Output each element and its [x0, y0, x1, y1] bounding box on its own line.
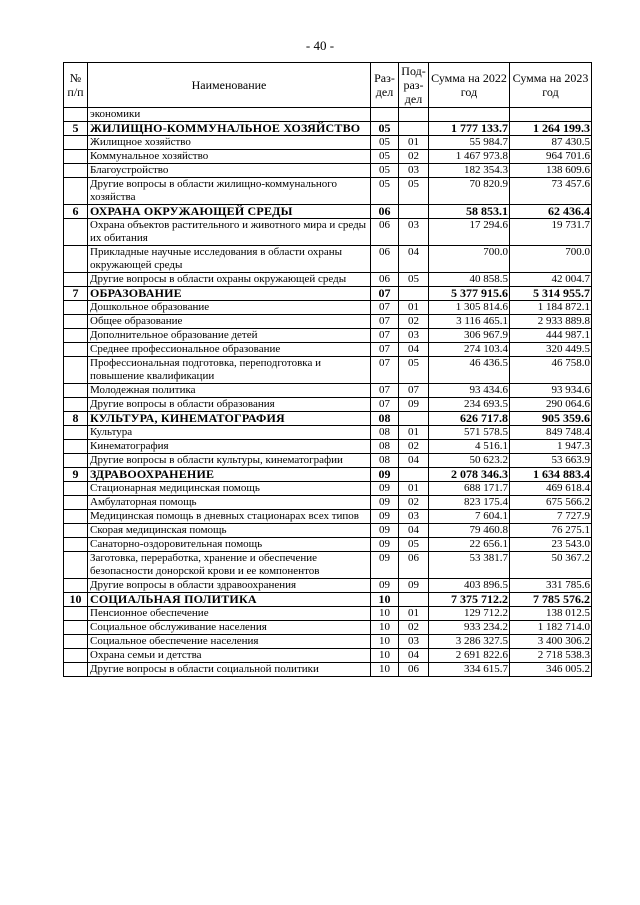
row-sum-2023: 290 064.6 — [510, 398, 592, 412]
row-sum-2023: 138 609.6 — [510, 164, 592, 178]
row-razdel: 08 — [371, 440, 399, 454]
row-razdel: 08 — [371, 426, 399, 440]
row-podrazdel: 03 — [399, 219, 429, 246]
table-row — [64, 150, 592, 164]
row-sum-2023: 138 012.5 — [510, 607, 592, 621]
row-number: 6 — [64, 205, 88, 219]
row-razdel: 10 — [371, 649, 399, 663]
row-podrazdel — [399, 468, 429, 482]
row-name: Другие вопросы в области социальной политики — [88, 663, 371, 677]
row-podrazdel — [399, 108, 429, 122]
row-number — [64, 510, 88, 524]
section-row — [64, 122, 592, 136]
row-name: Другие вопросы в области охраны окружающей среды — [88, 273, 371, 287]
row-number — [64, 579, 88, 593]
row-number — [64, 164, 88, 178]
row-number — [64, 246, 88, 273]
table-row — [64, 496, 592, 510]
row-razdel: 06 — [371, 205, 399, 219]
table-row — [64, 301, 592, 315]
page-number: - 40 - — [305, 38, 335, 53]
row-podrazdel: 02 — [399, 440, 429, 454]
row-podrazdel: 03 — [399, 164, 429, 178]
row-number — [64, 454, 88, 468]
row-number: 5 — [64, 122, 88, 136]
row-razdel: 10 — [371, 607, 399, 621]
row-razdel: 09 — [371, 538, 399, 552]
row-name: Молодежная политика — [88, 384, 371, 398]
row-sum-2022: 334 615.7 — [429, 663, 510, 677]
row-sum-2023 — [510, 108, 592, 122]
row-razdel: 09 — [371, 579, 399, 593]
row-sum-2023: 964 701.6 — [510, 150, 592, 164]
row-name: ЖИЛИЩНО-КОММУНАЛЬНОЕ ХОЗЯЙСТВО — [88, 122, 371, 136]
row-number — [64, 329, 88, 343]
table-row — [64, 649, 592, 663]
row-sum-2022: 933 234.2 — [429, 621, 510, 635]
row-sum-2023: 2 718 538.3 — [510, 649, 592, 663]
row-sum-2023: 46 758.0 — [510, 357, 592, 384]
row-razdel: 10 — [371, 621, 399, 635]
row-sum-2022: 5 377 915.6 — [429, 287, 510, 301]
row-podrazdel: 03 — [399, 635, 429, 649]
row-sum-2022: 571 578.5 — [429, 426, 510, 440]
row-sum-2023: 469 618.4 — [510, 482, 592, 496]
row-sum-2023: 1 184 872.1 — [510, 301, 592, 315]
row-podrazdel: 06 — [399, 552, 429, 579]
row-sum-2023: 93 934.6 — [510, 384, 592, 398]
row-sum-2023: 700.0 — [510, 246, 592, 273]
row-number — [64, 219, 88, 246]
row-razdel: 06 — [371, 246, 399, 273]
row-razdel: 07 — [371, 343, 399, 357]
row-name: Прикладные научные исследования в области охраны окружающей среды — [88, 246, 371, 273]
row-razdel: 09 — [371, 552, 399, 579]
row-name: Заготовка, переработка, хранение и обеспечение безопасности донорской крови и ее компонентов — [88, 552, 371, 579]
row-podrazdel: 01 — [399, 607, 429, 621]
row-razdel: 08 — [371, 454, 399, 468]
row-podrazdel: 06 — [399, 663, 429, 677]
row-razdel: 08 — [371, 412, 399, 426]
row-sum-2022: 1 777 133.7 — [429, 122, 510, 136]
row-razdel: 05 — [371, 164, 399, 178]
row-name: Общее образование — [88, 315, 371, 329]
row-sum-2022: 7 375 712.2 — [429, 593, 510, 607]
row-razdel: 07 — [371, 329, 399, 343]
table-row — [64, 246, 592, 273]
row-name: Пенсионное обеспечение — [88, 607, 371, 621]
table-row — [64, 164, 592, 178]
row-number — [64, 108, 88, 122]
row-razdel: 09 — [371, 496, 399, 510]
row-sum-2022: 22 656.1 — [429, 538, 510, 552]
row-sum-2023: 62 436.4 — [510, 205, 592, 219]
table-row — [64, 552, 592, 579]
section-row — [64, 287, 592, 301]
row-podrazdel: 03 — [399, 510, 429, 524]
row-podrazdel: 04 — [399, 649, 429, 663]
row-sum-2022: 688 171.7 — [429, 482, 510, 496]
row-razdel: 06 — [371, 219, 399, 246]
table-row — [64, 524, 592, 538]
row-sum-2022: 17 294.6 — [429, 219, 510, 246]
table-row — [64, 621, 592, 635]
row-razdel: 09 — [371, 468, 399, 482]
row-number: 7 — [64, 287, 88, 301]
row-sum-2023: 73 457.6 — [510, 178, 592, 205]
row-name: ОБРАЗОВАНИЕ — [88, 287, 371, 301]
row-podrazdel — [399, 593, 429, 607]
row-podrazdel: 02 — [399, 315, 429, 329]
row-number — [64, 357, 88, 384]
table-row — [64, 635, 592, 649]
row-sum-2023: 7 785 576.2 — [510, 593, 592, 607]
row-sum-2023: 2 933 889.8 — [510, 315, 592, 329]
row-sum-2022: 3 286 327.5 — [429, 635, 510, 649]
row-name: Среднее профессиональное образование — [88, 343, 371, 357]
row-number — [64, 315, 88, 329]
row-sum-2022: 274 103.4 — [429, 343, 510, 357]
row-sum-2022: 70 820.9 — [429, 178, 510, 205]
row-podrazdel: 01 — [399, 136, 429, 150]
table-row — [64, 510, 592, 524]
row-sum-2023: 19 731.7 — [510, 219, 592, 246]
table-row — [64, 607, 592, 621]
row-sum-2023: 76 275.1 — [510, 524, 592, 538]
table-row — [64, 329, 592, 343]
row-number — [64, 384, 88, 398]
row-number — [64, 343, 88, 357]
row-name: Охрана объектов растительного и животного мира и среды их обитания — [88, 219, 371, 246]
row-sum-2022 — [429, 108, 510, 122]
row-podrazdel: 05 — [399, 273, 429, 287]
row-sum-2022: 403 896.5 — [429, 579, 510, 593]
row-sum-2022: 129 712.2 — [429, 607, 510, 621]
row-sum-2023: 675 566.2 — [510, 496, 592, 510]
row-name: Социальное обеспечение населения — [88, 635, 371, 649]
row-razdel: 10 — [371, 663, 399, 677]
row-sum-2023: 346 005.2 — [510, 663, 592, 677]
row-razdel: 06 — [371, 273, 399, 287]
row-razdel: 07 — [371, 384, 399, 398]
row-sum-2022: 79 460.8 — [429, 524, 510, 538]
row-sum-2022: 53 381.7 — [429, 552, 510, 579]
table-row — [64, 108, 592, 122]
row-podrazdel: 04 — [399, 246, 429, 273]
row-sum-2023: 42 004.7 — [510, 273, 592, 287]
header-razdel: Раз-дел — [371, 63, 399, 108]
row-razdel: 10 — [371, 635, 399, 649]
row-name: Амбулаторная помощь — [88, 496, 371, 510]
header-sum-2022: Сумма на 2022 год — [429, 63, 510, 108]
row-sum-2022: 55 984.7 — [429, 136, 510, 150]
row-podrazdel — [399, 287, 429, 301]
row-sum-2023: 320 449.5 — [510, 343, 592, 357]
row-number — [64, 552, 88, 579]
row-name: Жилищное хозяйство — [88, 136, 371, 150]
row-razdel: 09 — [371, 524, 399, 538]
row-name: Стационарная медицинская помощь — [88, 482, 371, 496]
row-name: Другие вопросы в области здравоохранения — [88, 579, 371, 593]
row-number — [64, 301, 88, 315]
row-podrazdel — [399, 412, 429, 426]
row-name: Дошкольное образование — [88, 301, 371, 315]
row-sum-2023: 5 314 955.7 — [510, 287, 592, 301]
row-razdel: 05 — [371, 178, 399, 205]
header-num: № п/п — [64, 63, 88, 108]
row-razdel: 09 — [371, 510, 399, 524]
row-number: 8 — [64, 412, 88, 426]
row-name: Другие вопросы в области жилищно-коммунального хозяйства — [88, 178, 371, 205]
row-razdel: 05 — [371, 136, 399, 150]
table-row — [64, 136, 592, 150]
row-razdel: 07 — [371, 315, 399, 329]
row-sum-2022: 58 853.1 — [429, 205, 510, 219]
row-sum-2023: 1 264 199.3 — [510, 122, 592, 136]
header-podrazdel: Под-раз-дел — [399, 63, 429, 108]
row-number — [64, 621, 88, 635]
row-name: Дополнительное образование детей — [88, 329, 371, 343]
row-sum-2023: 1 634 883.4 — [510, 468, 592, 482]
row-sum-2023: 849 748.4 — [510, 426, 592, 440]
section-row — [64, 205, 592, 219]
table-row — [64, 454, 592, 468]
row-name: Санаторно-оздоровительная помощь — [88, 538, 371, 552]
table-row — [64, 357, 592, 384]
row-podrazdel: 02 — [399, 496, 429, 510]
row-sum-2023: 7 727.9 — [510, 510, 592, 524]
row-name: ОХРАНА ОКРУЖАЮЩЕЙ СРЕДЫ — [88, 205, 371, 219]
row-sum-2022: 2 691 822.6 — [429, 649, 510, 663]
row-podrazdel — [399, 205, 429, 219]
row-number — [64, 178, 88, 205]
row-name: Коммунальное хозяйство — [88, 150, 371, 164]
row-sum-2023: 1 947.3 — [510, 440, 592, 454]
row-razdel: 05 — [371, 150, 399, 164]
table-row — [64, 663, 592, 677]
row-sum-2022: 234 693.5 — [429, 398, 510, 412]
row-sum-2023: 331 785.6 — [510, 579, 592, 593]
section-row — [64, 412, 592, 426]
row-sum-2022: 1 305 814.6 — [429, 301, 510, 315]
row-razdel — [371, 108, 399, 122]
row-sum-2022: 626 717.8 — [429, 412, 510, 426]
row-sum-2023: 3 400 306.2 — [510, 635, 592, 649]
row-sum-2022: 46 436.5 — [429, 357, 510, 384]
table-row — [64, 384, 592, 398]
row-number — [64, 136, 88, 150]
row-razdel: 07 — [371, 357, 399, 384]
row-number: 9 — [64, 468, 88, 482]
row-sum-2022: 700.0 — [429, 246, 510, 273]
table-row — [64, 178, 592, 205]
table-row — [64, 426, 592, 440]
table-row — [64, 315, 592, 329]
row-name: Охрана семьи и детства — [88, 649, 371, 663]
row-number — [64, 426, 88, 440]
row-podrazdel: 04 — [399, 343, 429, 357]
row-podrazdel: 05 — [399, 357, 429, 384]
row-sum-2023: 87 430.5 — [510, 136, 592, 150]
row-number — [64, 440, 88, 454]
row-sum-2022: 4 516.1 — [429, 440, 510, 454]
row-sum-2023: 50 367.2 — [510, 552, 592, 579]
row-sum-2022: 7 604.1 — [429, 510, 510, 524]
row-name: Медицинская помощь в дневных стационарах всех типов — [88, 510, 371, 524]
row-sum-2023: 53 663.9 — [510, 454, 592, 468]
row-number — [64, 649, 88, 663]
row-podrazdel: 04 — [399, 454, 429, 468]
row-name: Благоустройство — [88, 164, 371, 178]
row-podrazdel: 01 — [399, 426, 429, 440]
row-number: 10 — [64, 593, 88, 607]
table-row — [64, 482, 592, 496]
row-number — [64, 538, 88, 552]
row-podrazdel: 01 — [399, 301, 429, 315]
row-number — [64, 524, 88, 538]
row-podrazdel: 05 — [399, 538, 429, 552]
row-podrazdel: 09 — [399, 579, 429, 593]
budget-table — [63, 62, 592, 677]
row-number — [64, 496, 88, 510]
row-podrazdel: 01 — [399, 482, 429, 496]
row-name: Кинематография — [88, 440, 371, 454]
row-sum-2022: 823 175.4 — [429, 496, 510, 510]
row-podrazdel: 03 — [399, 329, 429, 343]
row-number — [64, 482, 88, 496]
header-name: Наименование — [88, 63, 371, 108]
table-row — [64, 579, 592, 593]
row-number — [64, 398, 88, 412]
row-sum-2023: 1 182 714.0 — [510, 621, 592, 635]
table-row — [64, 273, 592, 287]
row-sum-2022: 40 858.5 — [429, 273, 510, 287]
row-sum-2022: 50 623.2 — [429, 454, 510, 468]
row-podrazdel — [399, 122, 429, 136]
row-razdel: 07 — [371, 398, 399, 412]
table-row — [64, 398, 592, 412]
row-sum-2022: 2 078 346.3 — [429, 468, 510, 482]
row-number — [64, 150, 88, 164]
table-row — [64, 219, 592, 246]
row-number — [64, 635, 88, 649]
row-podrazdel: 07 — [399, 384, 429, 398]
row-name: экономики — [88, 108, 371, 122]
row-name: Профессиональная подготовка, переподготовка и повышение квалификации — [88, 357, 371, 384]
row-sum-2022: 93 434.6 — [429, 384, 510, 398]
row-name: ЗДРАВООХРАНЕНИЕ — [88, 468, 371, 482]
header-sum-2023: Сумма на 2023 год — [510, 63, 592, 108]
row-sum-2022: 3 116 465.1 — [429, 315, 510, 329]
row-name: Скорая медицинская помощь — [88, 524, 371, 538]
section-row — [64, 593, 592, 607]
row-podrazdel: 04 — [399, 524, 429, 538]
row-name: Другие вопросы в области образования — [88, 398, 371, 412]
table-row — [64, 440, 592, 454]
row-sum-2023: 905 359.6 — [510, 412, 592, 426]
row-podrazdel: 05 — [399, 178, 429, 205]
row-sum-2023: 23 543.0 — [510, 538, 592, 552]
row-name: Социальное обслуживание населения — [88, 621, 371, 635]
row-number — [64, 607, 88, 621]
row-sum-2023: 444 987.1 — [510, 329, 592, 343]
row-podrazdel: 02 — [399, 150, 429, 164]
row-razdel: 05 — [371, 122, 399, 136]
row-sum-2022: 1 467 973.8 — [429, 150, 510, 164]
row-razdel: 09 — [371, 482, 399, 496]
row-razdel: 07 — [371, 301, 399, 315]
row-number — [64, 273, 88, 287]
row-sum-2022: 182 354.3 — [429, 164, 510, 178]
row-razdel: 07 — [371, 287, 399, 301]
table-row — [64, 538, 592, 552]
row-name: Культура — [88, 426, 371, 440]
section-row — [64, 468, 592, 482]
table-row — [64, 343, 592, 357]
row-number — [64, 663, 88, 677]
row-razdel: 10 — [371, 593, 399, 607]
row-name: КУЛЬТУРА, КИНЕМАТОГРАФИЯ — [88, 412, 371, 426]
row-podrazdel: 02 — [399, 621, 429, 635]
row-podrazdel: 09 — [399, 398, 429, 412]
row-name: СОЦИАЛЬНАЯ ПОЛИТИКА — [88, 593, 371, 607]
row-name: Другие вопросы в области культуры, кинематографии — [88, 454, 371, 468]
row-sum-2022: 306 967.9 — [429, 329, 510, 343]
